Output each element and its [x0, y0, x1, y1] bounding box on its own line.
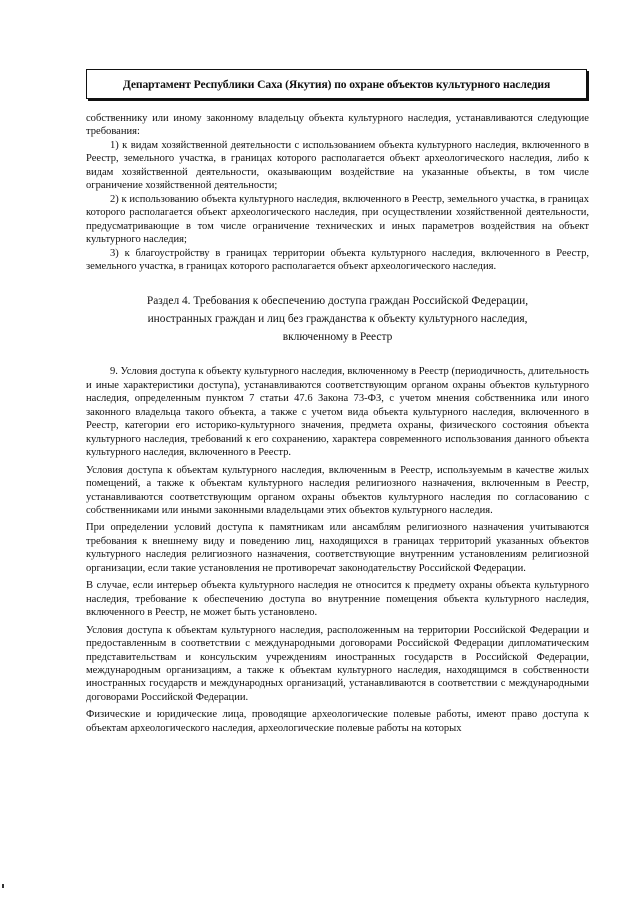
- paragraph-requirement-3: 3) к благоустройству в границах территории объекта культурного наследия, включенного в Реестр, земельного участка, в границах которого располагается объект археологического наследия.: [86, 247, 589, 272]
- paragraph-item-9: 9. Условия доступа к объекту культурного наследия, включенному в Реестр (периодичность, длительность и иные характеристики доступа), устанавливаются соответствующим органом охраны объектов культурного наследия, определенным пунктом 7 статьи 47.6 Закона 73-ФЗ, с учетом мнения собственника или иного законного владельца такого объекта, а также с учетом вида объекта культурного наследия, включенного в Реестр, категории его историко-культурного значения, предмета охраны, физического состояния объекта культурного наследия, требований к его сохранению, характера современного использования данного объекта культурного наследия, включенного в Реестр.: [86, 366, 589, 459]
- paragraph-interior: В случае, если интерьер объекта культурного наследия не относится к предмету охраны объекта культурного наследия, требование к обеспечению доступа во внутренние помещения объекта культурного наследия, включенного в Реестр, не может быть установлено.: [86, 580, 589, 619]
- paragraph-residential-religious: Условия доступа к объектам культурного наследия, включенным в Реестр, используемым в качестве жилых помещений, а также к объектам культурного наследия религиозного назначения, включенным в Реестр, устанавливаются соответствующим органом охраны объектов культурного наследия по согласованию с собственниками или иными законными владельцами этих объектов культурного наследия.: [86, 464, 589, 516]
- section-title-line-1: Раздел 4. Требования к обеспечению доступа граждан Российской Федерации,: [146, 295, 529, 308]
- department-header: [86, 69, 587, 99]
- department-title: Департамент Республики Саха (Якутия) по охране объектов культурного наследия: [122, 77, 551, 91]
- section-4-title: [86, 292, 589, 346]
- paragraph-religious-requirements: При определении условий доступа к памятникам или ансамблям религиозного назначения учитываются требования к внешнему виду и поведению лиц, находящихся в границах территорий указанных объектов культурного наследия религиозного назначения, соответствующие внутренним установлениям религиозной организации, если такие установления не противоречат законодательству Российской Федерации.: [86, 522, 589, 574]
- paragraph-archaeological: Физические и юридические лица, проводящие археологические полевые работы, имеют право доступа к объектам археологического наследия, археологические полевые работы на которых: [86, 709, 589, 734]
- paragraph-diplomatic: Условия доступа к объектам культурного наследия, расположенным на территории Российской Федерации и предоставленным в соответствии с международными договорами Российской Федерации дипломатическим представительствам и консульским учреждениям иностранных государств в Российской Федерации, международным организациям, а также к объектам культурного наследия, находящимся в собственности иностранных государств и международных организаций, устанавливаются в соответствии с международными договорами Российской Федерации.: [86, 624, 589, 703]
- paragraph-requirement-2: 2) к использованию объекта культурного наследия, включенного в Реестр, земельного участка, в границах которого располагается объект археологического наследия, при осуществлении хозяйственной деятельности, предусматривающие в том числе ограничение технических и иных параметров воздействия на объект культурного наследия;: [86, 193, 589, 246]
- document-body: [86, 112, 589, 735]
- paragraph-requirement-1: 1) к видам хозяйственной деятельности с использованием объекта культурного наследия, включенного в Реестр, земельного участка, в границах которого располагается объект археологического наследия, либо к видам хозяйственной деятельности, оказывающим воздействие на указанные объекты, в том числе ограничение хозяйственной деятельности;: [86, 139, 589, 192]
- section-title-line-2: иностранных граждан и лиц без гражданства к объекту культурного наследия,: [147, 313, 528, 326]
- scan-edge-mark: [2, 884, 4, 888]
- section-title-line-3: включенному в Реестр: [282, 331, 393, 344]
- paragraph-intro: собственнику или иному законному владельцу объекта культурного наследия, устанавливаются следующие требования:: [86, 113, 589, 138]
